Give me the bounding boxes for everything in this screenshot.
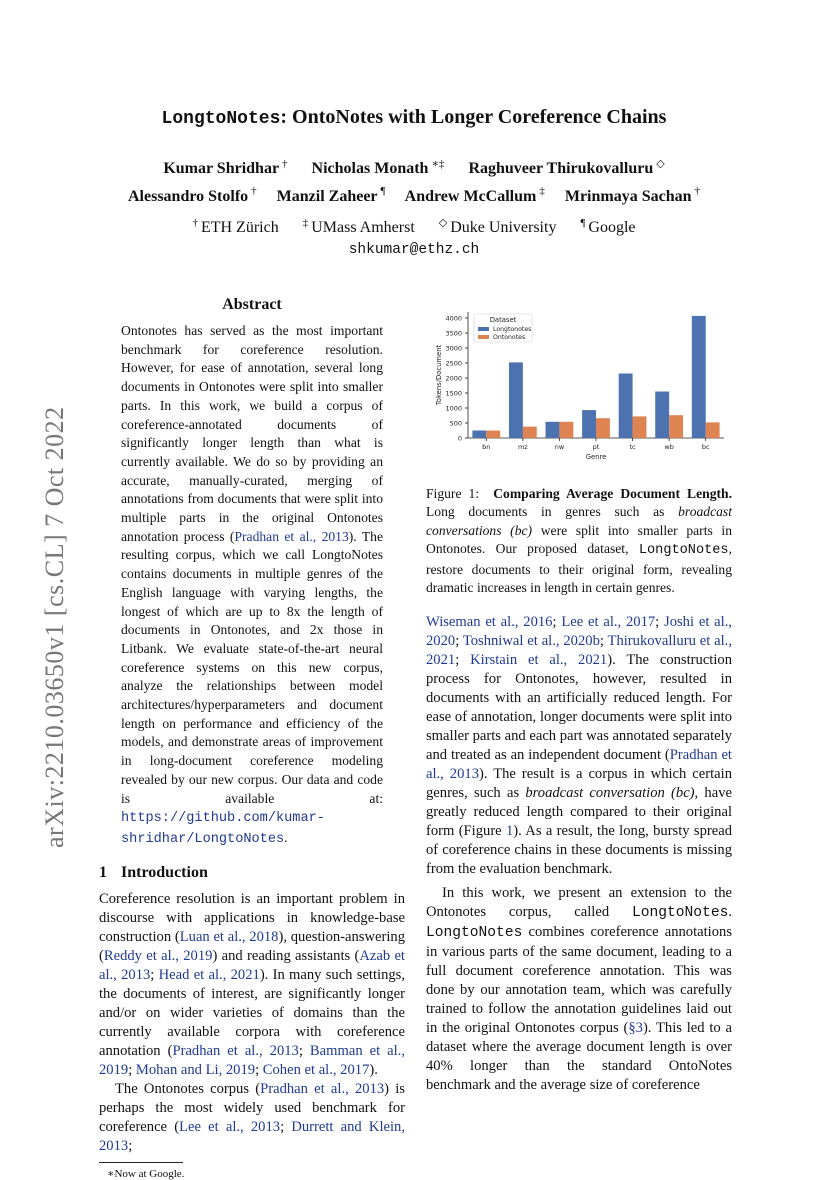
citation-link[interactable]: Mohan and Li, 2019 [135,1061,256,1078]
citation-link[interactable]: Pradhan et al., 2013 [234,528,349,544]
intro-paragraph-2: The Ontonotes corpus (Pradhan et al., 2013) is perhaps the most widely used benchmark for coreference (Lee et al., 2013; Durrett and Klein, 2013; [99,1080,405,1154]
citation-link[interactable]: §3 [628,1020,643,1037]
affiliation: ◇ Duke University [438,217,557,237]
legend-title: Dataset [489,316,517,324]
author-line-1 [0,153,828,180]
affiliation: ‡ UMass Amherst [302,217,415,237]
y-tick-label: 4000 [445,314,462,323]
citation-link[interactable]: Thirukovalluru et al., 2021 [426,633,732,669]
bar-ontonotes-bn [486,431,500,439]
affiliation: † ETH Zürich [192,217,279,237]
bar-ontonotes-pt [596,418,610,438]
code-url-link[interactable]: https://github.com/kumar-shridhar/LongtoNotes [121,811,325,847]
dataset-name: LongtoNotes [426,925,523,942]
y-tick-label: 3000 [445,344,462,353]
title-rest: : OntoNotes with Longer Coreference Chains [280,106,667,128]
citation-link[interactable]: Lee et al., 2013 [179,1118,281,1135]
author: Alessandro Stolfo † [127,185,257,205]
bar-longtonotes-bc [692,316,706,438]
author: Mrinmaya Sachan † [564,185,701,205]
citation-link[interactable]: Cohen et al., 2017 [262,1061,370,1078]
figure-caption: Figure 1: Comparing Average Document Length. Long documents in genres such as broadcast conversations (bc) were split into smaller parts in Ontonotes. Our proposed dataset, LongtoNotes, restore documents to their original form, revealing dramatic increases in length in certain genres. [426,486,732,596]
italic-text: broadcast conversation (bc) [525,785,695,802]
y-tick-label: 3500 [445,329,462,338]
author: Andrew McCallum ‡ [404,185,545,205]
left-column [99,296,405,1180]
y-tick-label: 2500 [445,359,462,368]
x-tick-label: bn [482,443,491,451]
bar-ontonotes-mz [523,427,537,438]
affiliation: ¶ Google [580,217,636,237]
legend-label: Longtonotes [493,326,532,333]
bar-ontonotes-bc [706,422,720,438]
footnote-divider [99,1162,183,1163]
bar-ontonotes-wb [669,415,683,438]
right-paragraph-1: Wiseman et al., 2016; Lee et al., 2017; Joshi et al., 2020; Toshniwal et al., 2020b; Thirukovalluru et al., 2021; Kirstain et al., 2021). The construction process for Ontonotes, however, resulted in documents with an artificially reduced length. For ease of annotation, longer documents were split into smaller parts and each part was annotated separately and treated as an independent document (Pradhan et al., 2013). The result is a corpus in which certain genres, such as broadcast conversation (bc), have greatly reduced length compared to their original form (Figure 1). As a result, the long, bursty spread of coreference chains in these documents is missing from the evaluation benchmark. [426,614,732,878]
intro-paragraph-1: Coreference resolution is an important problem in discourse with applications in knowledge-base construction (Luan et al., 2018), question-answering (Reddy et al., 2019) and reading assistants (Azab et al., 2013; Head et al., 2021). In many such settings, the documents of interest, are significantly longer and/or on wider varieties of domains than the currently available corpora with coreference annotation (Pradhan et al., 2013; Bamman et al., 2019; Mohan and Li, 2019; Cohen et al., 2017). [99,890,405,1078]
y-tick-label: 500 [449,419,462,428]
x-tick-label: nw [554,443,565,451]
affiliations [0,212,828,261]
right-column [426,306,732,1095]
x-tick-label: pt [592,443,600,451]
y-axis-label: Tokens/Document [435,344,443,406]
author-line-2 [0,180,828,207]
author: Manzil Zaheer ¶ [276,185,386,205]
bar-longtonotes-bn [472,431,486,439]
y-tick-label: 2000 [445,374,462,383]
x-tick-label: wb [664,443,674,451]
citation-link[interactable]: Toshniwal et al., 2020b [462,633,600,650]
paper-title [0,106,828,129]
x-axis-label: Genre [585,453,607,461]
title-mono-part: LongtoNotes [161,109,281,129]
dataset-name: LongtoNotes [632,905,729,922]
citation-link[interactable]: Joshi et al., 2020 [426,614,732,650]
citation-link[interactable]: Pradhan et al., 2013 [260,1080,385,1097]
y-tick-label: 1000 [445,404,462,413]
legend-swatch [478,327,489,331]
section-number: 1 [99,863,107,881]
legend-swatch [478,335,489,339]
figure-1 [426,306,732,471]
footnote: ∗Now at Google. [107,1167,185,1180]
x-tick-label: bc [701,443,710,451]
citation-link[interactable]: 1 [505,823,514,840]
citation-link[interactable]: Head et al., 2021 [158,966,260,983]
bar-longtonotes-tc [619,374,633,439]
y-tick-label: 0 [457,434,462,443]
bar-longtonotes-wb [655,392,669,439]
bar-ontonotes-tc [633,416,647,438]
legend-label: Ontonotes [493,334,526,341]
abstract-heading: Abstract [222,296,282,313]
author: Raghuveer Thirukovalluru ◇ [468,158,665,178]
author: Nicholas Monath ∗‡ [311,158,445,178]
y-tick-label: 1500 [445,389,462,398]
section-title: Introduction [121,863,208,881]
citation-link[interactable]: Reddy et al., 2019 [103,947,213,964]
x-tick-label: mz [517,443,528,451]
arxiv-side-stamp [20,378,69,848]
citation-link[interactable]: Pradhan et al., 2013 [426,747,732,783]
x-tick-label: tc [629,443,636,451]
citation-link[interactable]: Bamman et al., 2019 [99,1042,405,1078]
citation-link[interactable]: Lee et al., 2017 [561,614,656,631]
citation-link[interactable]: Pradhan et al., 2013 [172,1042,299,1059]
contact-email[interactable]: shkumar@ethz.ch [348,242,480,259]
citation-link[interactable]: Luan et al., 2018 [179,928,279,945]
bar-ontonotes-nw [559,422,573,438]
bar-longtonotes-pt [582,410,596,438]
bar-longtonotes-mz [509,362,523,438]
bar-chart [426,306,732,471]
section-heading-introduction [99,864,405,882]
citation-link[interactable]: Durrett and Klein, 2013 [99,1118,405,1154]
right-paragraph-2: In this work, we present an extension to the Ontonotes corpus, called LongtoNotes. LongtoNotes combines coreference annotations in various parts of the same document, leading to a full document coreference annotation. This was done by our annotation team, which was carefully trained to follow the annotation guidelines laid out in the original Ontonotes corpus (§3). This led to a dataset where the average document length is over 40% longer than the standard OntoNotes benchmark and the average size of coreference [426,885,732,1094]
citation-link[interactable]: Wiseman et al., 2016 [426,614,553,631]
author: Kumar Shridhar † [163,158,288,178]
author-block [0,153,828,208]
citation-link[interactable]: Azab et al., 2013 [99,947,405,983]
citation-link[interactable]: Kirstain et al., 2021 [470,652,608,669]
arxiv-identifier: arXiv:2210.03650v1 [cs.CL] 7 Oct 2022 [40,406,69,848]
bar-longtonotes-nw [546,422,560,438]
abstract-text: Ontonotes has served as the most important benchmark for coreference resolution. However, for ease of annotation, several long documents in Ontonotes were split into smaller parts. In this work, we build a corpus of coreference-annotated documents of significantly longer length than what is currently available. We do so by providing an accurate, manually-curated, merging of annotations from documents that were split into multiple parts in the original Ontonotes annotation process (Pradhan et al., 2013). The resulting corpus, which we call LongtoNotes contains documents in multiple genres of the English language with varying lengths, the longest of which are up to 8x the length of documents in Ontonotes, and 2x those in Litbank. We evaluate state-of-the-art neural coreference systems on this new corpus, analyze the relationships between model architectures/hyperparameters and document length on performance and efficiency of the models, and demonstrate areas of improvement in long-document coreference modeling revealed by our new corpus. Our data and code is available at: https://github.com/kumar-shridhar/LongtoNotes. [121,323,383,847]
